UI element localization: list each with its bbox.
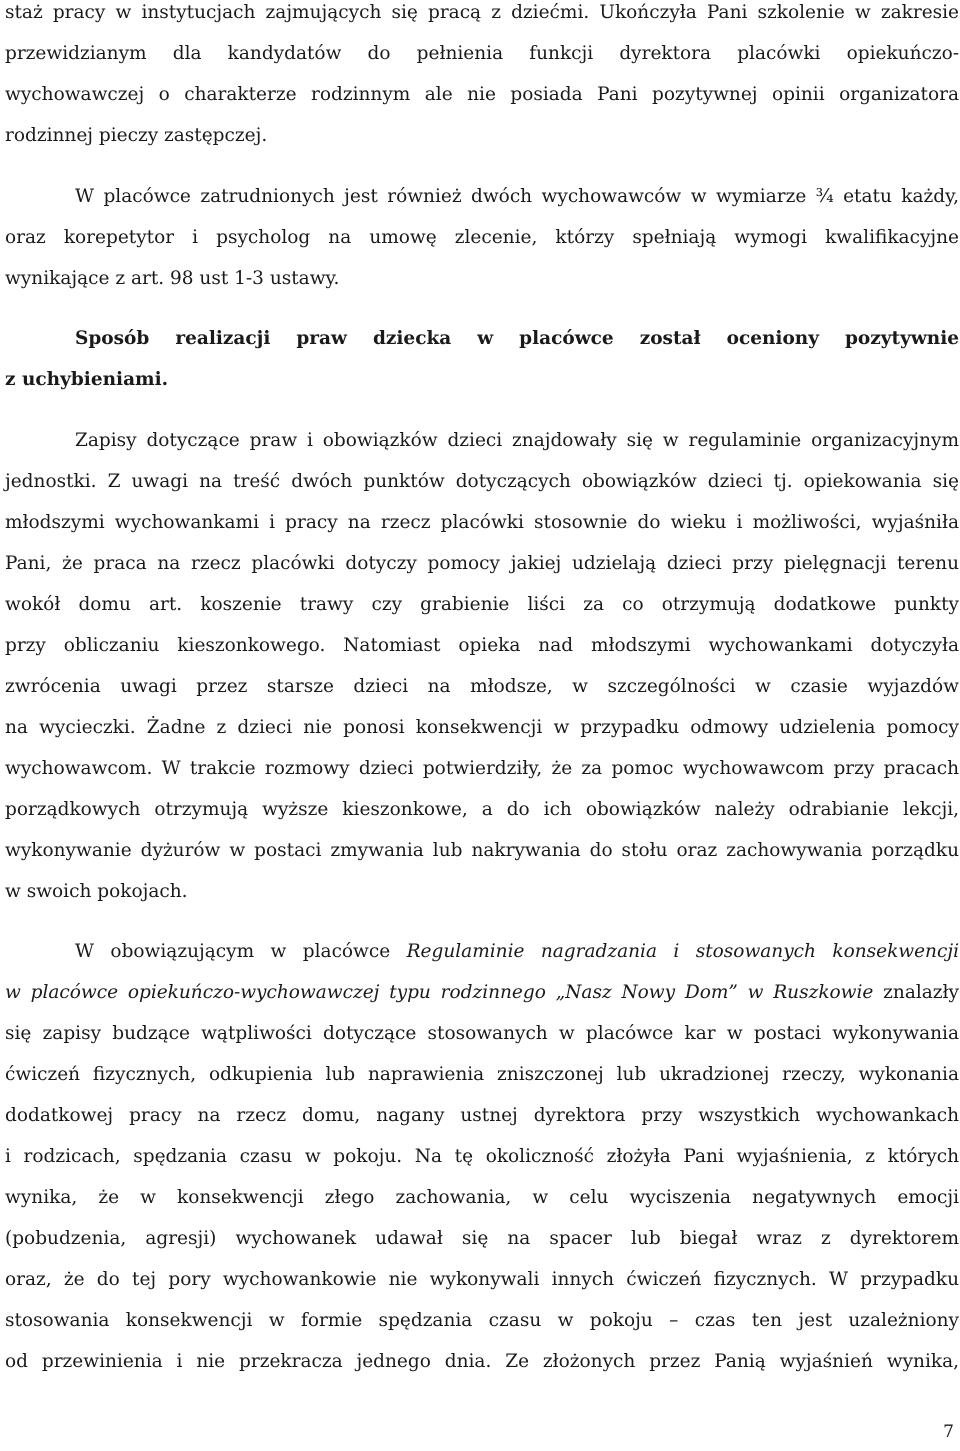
assessment-heading-line: Sposób realizacji praw dziecka w placówce został oceniony pozytywnie	[75, 328, 959, 349]
text-line: wychowawczej o charakterze rodzinnym ale nie posiada Pani pozytywnej opinii organizatora	[5, 84, 959, 105]
text-line	[5, 972, 959, 1013]
paragraph-staff	[5, 176, 959, 299]
text-line: przy obliczaniu kieszonkowego. Natomiast opieka nad młodszymi wychowankami dotyczyła	[5, 635, 959, 656]
paragraph-assessment	[5, 318, 959, 400]
text-line: Zapisy dotyczące praw i obowiązków dzieci znajdowały się w regulaminie organizacyjnym	[75, 430, 959, 451]
paragraph-qualifications	[5, 0, 959, 156]
page-number: 7	[943, 1422, 954, 1442]
text-line: zwrócenia uwagi przez starsze dzieci na młodsze, w szczególności w czasie wyjazdów	[5, 676, 959, 697]
text-line: porządkowych otrzymują wyższe kieszonkowe, a do ich obowiązków należy odrabianie lekcji,	[5, 799, 959, 820]
paragraph-rights-duties	[5, 420, 959, 912]
regulation-title: Regulaminie nagradzania i stosowanych konsekwencji	[406, 941, 959, 962]
text-line: (pobudzenia, agresji) wychowanek udawał się na spacer lub biegał wraz z dyrektorem	[5, 1228, 959, 1249]
text-line: na wycieczki. Żadne z dzieci nie ponosi konsekwencji w przypadku odmowy udzielenia pomocy	[5, 717, 959, 738]
text-run: znalazły	[873, 982, 960, 1003]
text-line: wykonywanie dyżurów w postaci zmywania lub nakrywania do stołu oraz zachowywania porządku	[5, 840, 959, 861]
text-line: oraz, że do tej pory wychowankowie nie wykonywali innych ćwiczeń fizycznych. W przypadku	[5, 1269, 959, 1290]
text-line: ćwiczeń fizycznych, odkupienia lub naprawienia zniszczonej lub ukradzionej rzeczy, wykonania	[5, 1064, 959, 1085]
text-line	[5, 931, 959, 972]
regulation-title: w placówce opiekuńczo-wychowawczej typu rodzinnego „Nasz Nowy Dom” w Ruszkowie	[5, 982, 874, 1003]
text-line: i rodzicach, spędzania czasu w pokoju. Na tę okoliczność złożyła Pani wyjaśnienia, z których	[5, 1146, 959, 1167]
text-line: przewidzianym dla kandydatów do pełnienia funkcji dyrektora placówki opiekuńczo-	[5, 43, 959, 64]
text-run: W obowiązującym w placówce	[75, 941, 407, 962]
text-line: młodszymi wychowankami i pracy na rzecz placówki stosownie do wieku i możliwości, wyjaśniła	[5, 512, 959, 533]
text-line: W placówce zatrudnionych jest również dwóch wychowawców w wymiarze ¾ etatu każdy,	[75, 186, 959, 207]
text-line: w swoich pokojach.	[5, 881, 188, 902]
text-line: stosowania konsekwencji w formie spędzania czasu w pokoju – czas ten jest uzależniony	[5, 1310, 959, 1331]
text-line: wokół domu art. koszenie trawy czy grabienie liści za co otrzymują dodatkowe punkty	[5, 594, 959, 615]
text-line: oraz korepetytor i psycholog na umowę zlecenie, którzy spełniają wymogi kwalifikacyjne	[5, 227, 959, 248]
text-line: jednostki. Z uwagi na treść dwóch punktów dotyczących obowiązków dzieci tj. opiekowania się	[5, 471, 959, 492]
text-line: dodatkowej pracy na rzecz domu, nagany ustnej dyrektora przy wszystkich wychowankach	[5, 1105, 959, 1126]
paragraph-regulations	[5, 931, 959, 1382]
text-line: wychowawcom. W trakcie rozmowy dzieci potwierdziły, że za pomoc wychowawcom przy pracach	[5, 758, 959, 779]
text-line: się zapisy budzące wątpliwości dotyczące stosowanych w placówce kar w postaci wykonywania	[5, 1023, 959, 1044]
text-line: Pani, że praca na rzecz placówki dotyczy pomocy jakiej udzielają dzieci przy pielęgnacji terenu	[5, 553, 959, 574]
text-line: wynika, że w konsekwencji złego zachowania, w celu wyciszenia negatywnych emocji	[5, 1187, 959, 1208]
assessment-heading-line: z uchybieniami.	[5, 369, 169, 390]
text-line: staż pracy w instytucjach zajmujących się pracą z dziećmi. Ukończyła Pani szkolenie w zakresie	[5, 2, 959, 23]
text-line: wynikające z art. 98 ust 1-3 ustawy.	[5, 268, 340, 289]
text-line: rodzinnej pieczy zastępczej.	[5, 125, 268, 146]
text-line: od przewinienia i nie przekracza jednego dnia. Ze złożonych przez Panią wyjaśnień wynika,	[5, 1351, 959, 1372]
